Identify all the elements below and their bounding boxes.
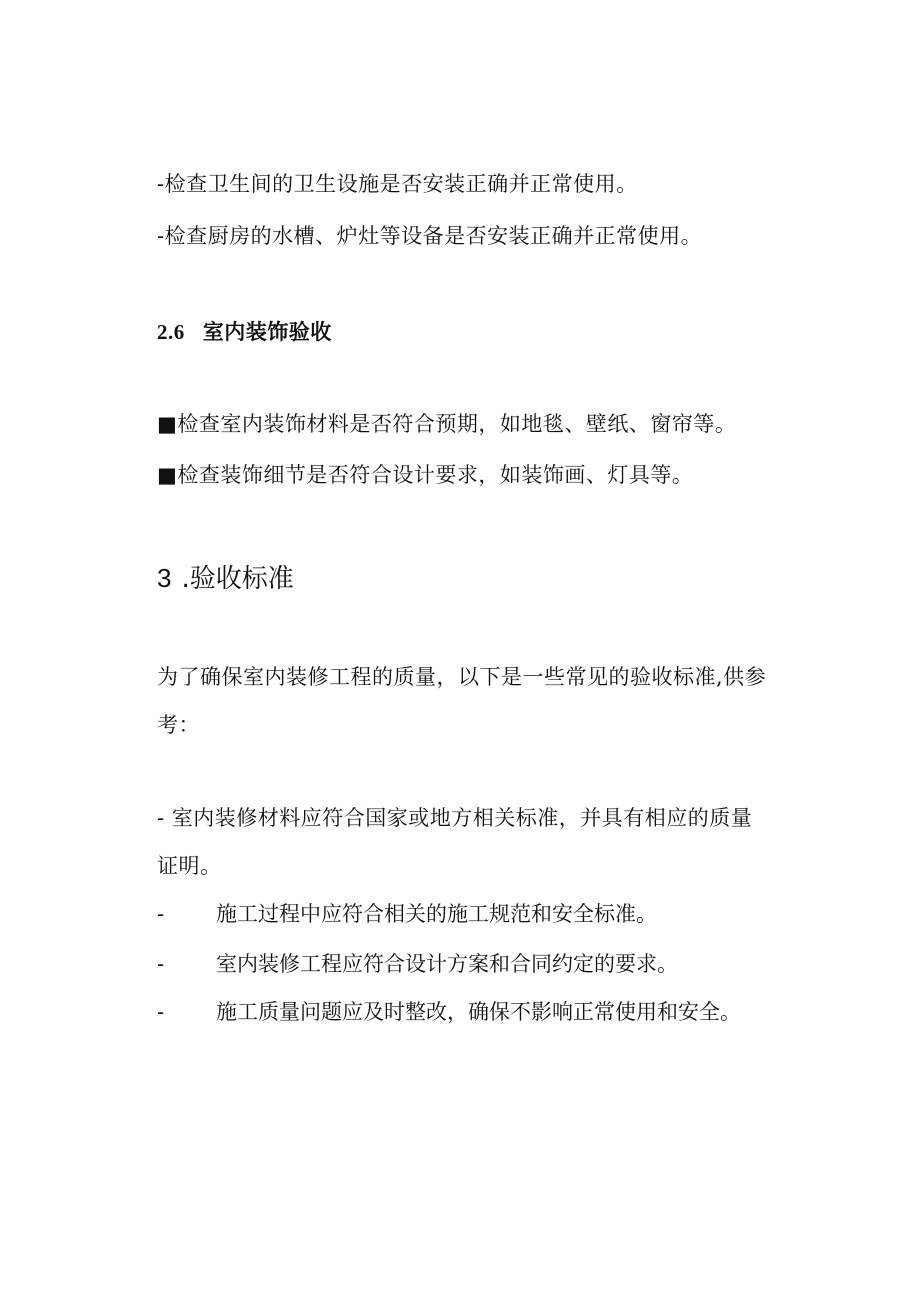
intro-paragraph-line-1: 为了确保室内装修工程的质量，以下是一些常见的验收标准,供参 [157, 665, 767, 689]
list-item-text: 施工质量问题应及时整改，确保不影响正常使用和安全。 [216, 1000, 741, 1024]
section-3-heading [157, 563, 294, 594]
section-2-6-heading [157, 317, 332, 347]
section-2-6-number: 2.6 [157, 320, 185, 344]
section-3-number: 3 [157, 563, 172, 593]
list-item [157, 899, 657, 929]
decor-detail-item: ■检查装饰细节是否符合设计要求，如装饰画、灯具等。 [157, 463, 694, 487]
check-bathroom-item: -检查卫生间的卫生设施是否安装正确并正常使用。 [157, 172, 638, 196]
list-item [157, 949, 678, 979]
list-item-text: 施工过程中应符合相关的施工规范和安全标准。 [216, 902, 657, 926]
list-dash: - [157, 902, 165, 926]
list-dash: - [157, 1000, 165, 1024]
intro-paragraph-line-2: 考： [157, 713, 200, 737]
material-standard-line-1: - 室内装修材料应符合国家或地方相关标准，并具有相应的质量 [157, 806, 753, 830]
material-standard-line-2: 证明。 [157, 854, 222, 878]
section-3-title: .验收标准 [181, 564, 294, 594]
section-2-6-title: 室内装饰验收 [202, 320, 332, 344]
decor-material-item: ■检查室内装饰材料是否符合预期，如地毯、壁纸、窗帘等。 [157, 412, 737, 436]
check-kitchen-item: -检查厨房的水槽、炉灶等设备是否安装正确并正常使用。 [157, 224, 703, 248]
list-dash: - [157, 952, 165, 976]
list-item [157, 997, 741, 1027]
list-item-text: 室内装修工程应符合设计方案和合同约定的要求。 [216, 952, 678, 976]
